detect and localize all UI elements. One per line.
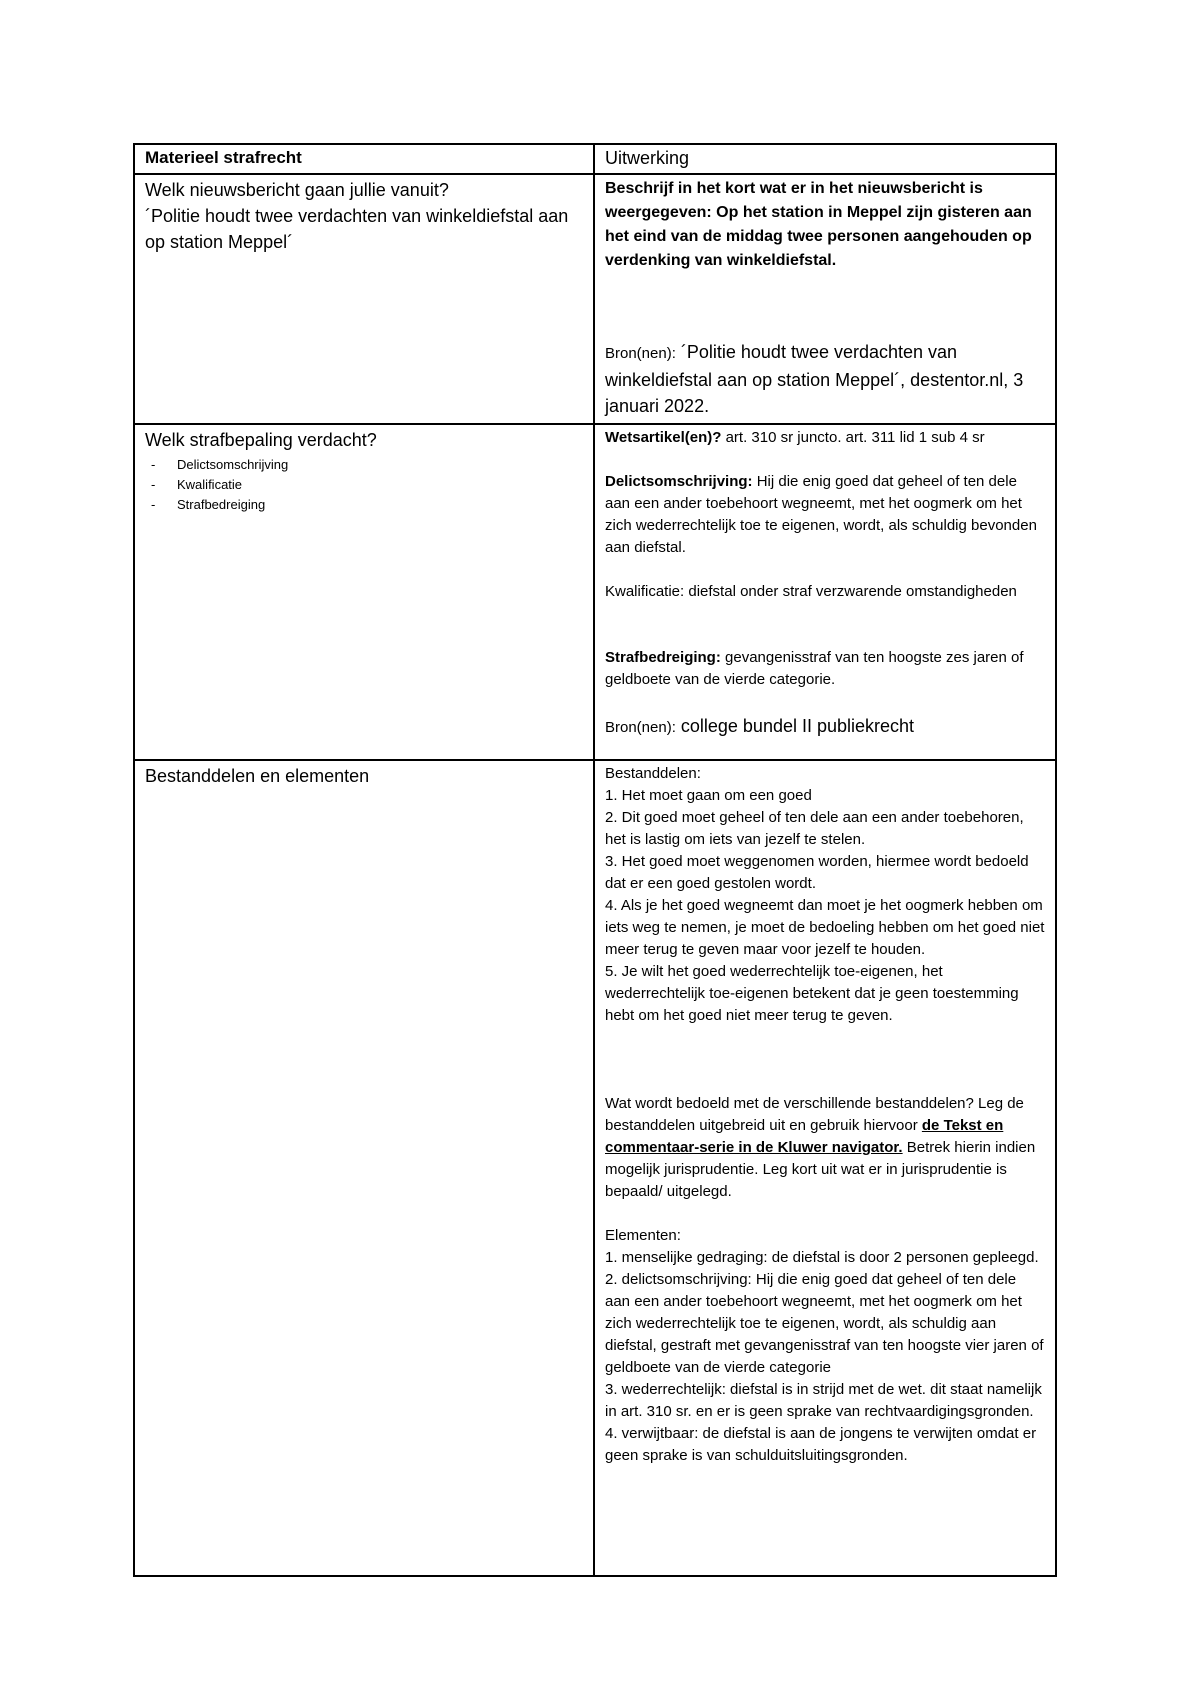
bestanddelen-title: Bestanddelen:	[605, 765, 701, 782]
list-item: 1. menselijke gedraging: de diefstal is door 2 personen gepleegd.	[605, 1249, 1039, 1266]
delict-text: Hij die enig goed dat geheel of ten dele aan een ander toebehoort wegneemt, met het oogmerk om het zich wederrechtelijk toe te eigenen, wordt, als schuldig bevonden aan diefstal.	[605, 473, 1037, 556]
news-summary: Beschrijf in het kort wat er in het nieuwsbericht is weergegeven: Op het station in Meppel zijn gisteren aan het eind van de middag twee personen aangehouden op verdenking van winkeldiefstal.	[605, 180, 1032, 269]
instruction-text-2: Betrek hierin indien mogelijk jurisprudentie. Leg kort uit wat er in jurisprudentie is bepaald/ uitgelegd.	[605, 1139, 1036, 1200]
kwal-label: Kwalificatie:	[605, 583, 685, 600]
bestanddelen-answer-cell	[594, 760, 1056, 1576]
strafbepaling-source-text: college bundel II publiekrecht	[675, 716, 915, 736]
row-news	[134, 174, 1056, 424]
news-question-cell	[134, 174, 594, 424]
row-bestanddelen	[134, 760, 1056, 1576]
straf-label: Strafbedreiging:	[605, 649, 721, 666]
header-right-cell: Uitwerking	[594, 144, 1056, 174]
list-item: 3. Het goed moet weggenomen worden, hiermee wordt bedoeld dat er een goed gestolen wordt.	[605, 853, 1029, 892]
wetsartikel-text: art. 310 sr juncto. art. 311 lid 1 sub 4 sr	[721, 429, 985, 446]
news-source-text: ´Politie houdt twee verdachten van winkeldiefstal aan op station Meppel´, destentor.nl, 3 januari 2022.	[605, 342, 1024, 416]
news-question: Welk nieuwsbericht gaan jullie vanuit?	[145, 180, 449, 200]
news-source-label: Bron(nen):	[605, 345, 676, 362]
spacer	[605, 449, 1045, 471]
spacer	[605, 691, 1045, 713]
header-left-cell: Materieel strafrecht	[134, 144, 594, 174]
list-item: 1. Het moet gaan om een goed	[605, 787, 812, 804]
instruction-paragraph	[605, 1093, 1045, 1203]
spacer	[605, 273, 1045, 339]
delict-label: Delictsomschrijving:	[605, 473, 753, 490]
list-item: 4. verwijtbaar: de diefstal is aan de jongens te verwijten omdat er geen sprake is van schulduitsluitingsgronden.	[605, 1425, 1037, 1464]
strafbepaling-answer-cell	[594, 424, 1056, 760]
strafbepaling-question: Welk strafbepaling verdacht?	[145, 430, 377, 450]
strafbepaling-question-cell	[134, 424, 594, 760]
strafbepaling-sub-list	[145, 455, 583, 515]
spacer	[605, 559, 1045, 581]
spacer	[605, 1027, 1045, 1093]
worksheet-table	[133, 143, 1057, 1577]
straf-text: gevangenisstraf van ten hoogste zes jaren of geldboete van de vierde categorie.	[605, 649, 1024, 688]
list-item: 3. wederrechtelijk: diefstal is in strijd met de wet. dit staat namelijk in art. 310 sr. en er is geen sprake van rechtvaardigingsgronden.	[605, 1381, 1042, 1420]
row-strafbepaling	[134, 424, 1056, 760]
list-item: 5. Je wilt het goed wederrechtelijk toe-eigenen, het wederrechtelijk toe-eigenen betekent dat je geen toestemming hebt om het goed niet meer terug te geven.	[605, 963, 1019, 1024]
elementen-title: Elementen:	[605, 1227, 681, 1244]
straf-paragraph	[605, 647, 1045, 691]
bestanddelen-question: Bestanddelen en elementen	[145, 766, 370, 786]
header-row	[134, 144, 1056, 174]
list-item: - Strafbedreiging	[145, 495, 583, 515]
news-title: ´Politie houdt twee verdachten van winkeldiefstal aan op station Meppel´	[145, 206, 569, 252]
kwal-paragraph	[605, 581, 1045, 603]
spacer	[605, 603, 1045, 647]
kluwer-navigator-link[interactable]: de Tekst en commentaar-serie in de Kluwer navigator.	[605, 1117, 1004, 1156]
wetsartikel-label: Wetsartikel(en)?	[605, 429, 722, 446]
bestanddelen-question-cell	[134, 760, 594, 1576]
strafbepaling-source-label: Bron(nen):	[605, 719, 676, 736]
news-source	[605, 339, 1045, 419]
list-item: 2. delictsomschrijving: Hij die enig goed dat geheel of ten dele aan een ander toebehoort wegneemt, met het oogmerk om het zich wederrechtelijk toe te eigenen, wordt, als schuldig aan diefstal, gestraft met gevangenisstraf van ten hoogste vier jaren of geldboete van de vierde categorie	[605, 1271, 1044, 1376]
spacer	[605, 1203, 1045, 1225]
list-item: - Delictsomschrijving	[145, 455, 583, 475]
news-answer-cell	[594, 174, 1056, 424]
delict-paragraph	[605, 471, 1045, 559]
wetsartikel-line	[605, 427, 1045, 449]
list-item: 2. Dit goed moet geheel of ten dele aan een ander toebehoren, het is lastig om iets van jezelf te stelen.	[605, 809, 1024, 848]
strafbepaling-source	[605, 713, 1045, 741]
list-item: 4. Als je het goed wegneemt dan moet je het oogmerk hebben om iets weg te nemen, je moet de bedoeling hebben om het goed niet meer terug te geven maar voor jezelf te houden.	[605, 897, 1045, 958]
instruction-text-1: Wat wordt bedoeld met de verschillende bestanddelen? Leg de bestanddelen uitgebreid uit en gebruik hiervoor	[605, 1095, 1024, 1134]
kwal-text: diefstal onder straf verzwarende omstandigheden	[684, 583, 1017, 600]
list-item: - Kwalificatie	[145, 475, 583, 495]
